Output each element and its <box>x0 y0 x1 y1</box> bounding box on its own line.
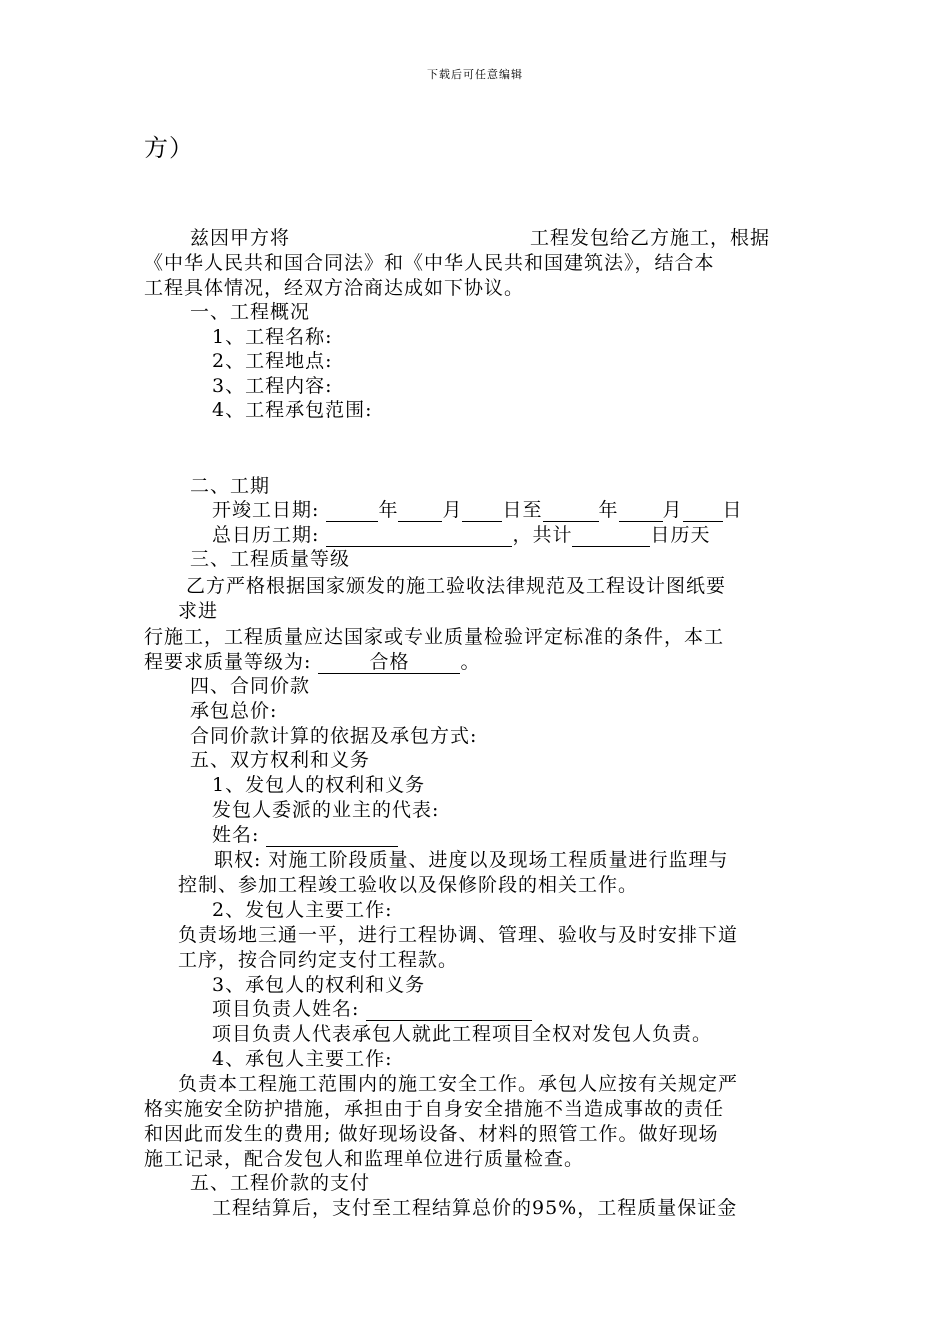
start-day-blank <box>462 501 502 522</box>
section-2-heading: 二、工期 <box>190 475 271 497</box>
employer-duties-heading: 2、发包人主要工作: <box>212 899 393 921</box>
section-3-heading: 三、工程质量等级 <box>190 548 351 570</box>
section-4-heading: 四、合同价款 <box>190 675 311 697</box>
quality-grade-value: 合格 <box>318 651 460 674</box>
name-blank <box>266 826 398 847</box>
schedule-dates-label: 开竣工日期: <box>212 499 320 521</box>
quality-line-2: 求进 <box>178 600 219 622</box>
calendar-days-label: 日历天 <box>650 524 711 546</box>
total-count-label: ，共计 <box>512 524 573 546</box>
authority-line-1: 职权: 对施工阶段质量、进度以及现场工程质量进行监理与 <box>214 849 729 871</box>
end-year-blank <box>543 501 599 522</box>
start-month-blank <box>398 501 442 522</box>
project-content-label: 3、工程内容: <box>212 375 333 397</box>
contractor-duties-line-4: 施工记录，配合发包人和监理单位进行质量检查。 <box>144 1148 585 1170</box>
payment-section-heading: 五、工程价款的支付 <box>190 1172 371 1194</box>
month-label-2: 月 <box>662 499 683 521</box>
total-duration-line <box>212 523 710 547</box>
total-days-blank <box>572 526 650 547</box>
intro-line-3: 工程具体情况，经双方洽商达成如下协议。 <box>144 277 525 299</box>
employer-duties-line-2: 工序，按合同约定支付工程款。 <box>178 949 459 971</box>
project-location-label: 2、工程地点: <box>212 350 333 372</box>
total-duration-label: 总日历工期: <box>212 524 320 546</box>
quality-line-3: 行施工，工程质量应达国家或专业质量检验评定标准的条件，本工 <box>144 626 725 648</box>
total-duration-blank <box>326 526 512 547</box>
schedule-dates-line <box>212 498 743 522</box>
quality-line-1: 乙方严格根据国家颁发的施工验收法律规范及工程设计图纸要 <box>186 575 727 597</box>
intro-line-1-end: 工程发包给乙方施工，根据 <box>530 227 771 249</box>
project-name-label: 1、工程名称: <box>212 326 333 348</box>
contractor-duties-line-1: 负责本工程施工范围内的施工安全工作。承包人应按有关规定严 <box>178 1073 739 1095</box>
intro-line-1-start: 兹因甲方将 <box>190 227 291 249</box>
section-5-heading: 五、双方权利和义务 <box>190 749 371 771</box>
project-manager-label: 项目负责人姓名: <box>212 998 360 1020</box>
authority-line-2: 控制、参加工程竣工验收以及保修阶段的相关工作。 <box>178 874 639 896</box>
employer-rights-heading: 1、发包人的权利和义务 <box>212 774 426 796</box>
quality-grade-label: 程要求质量等级为: <box>144 651 312 673</box>
project-manager-blank <box>366 1000 532 1021</box>
end-month-blank <box>619 501 663 522</box>
day-to-label: 日至 <box>502 499 543 521</box>
quality-line-4 <box>144 650 480 674</box>
total-price-label: 承包总价: <box>190 700 278 722</box>
section-1-heading: 一、工程概况 <box>190 301 311 323</box>
year-label-1: 年 <box>378 499 399 521</box>
price-basis-label: 合同价款计算的依据及承包方式: <box>190 725 478 747</box>
page-header: 下载后可任意编辑 <box>427 68 523 81</box>
intro-line-2: 《中华人民共和国合同法》和《中华人民共和国建筑法》，结合本 <box>144 252 715 274</box>
year-label-2: 年 <box>598 499 619 521</box>
employer-duties-line-1: 负责场地三通一平，进行工程协调、管理、验收与及时安排下道 <box>178 924 739 946</box>
project-scope-label: 4、工程承包范围: <box>212 399 373 421</box>
owner-representative-label: 发包人委派的业主的代表: <box>212 799 440 821</box>
top-fragment: 方） <box>144 134 194 162</box>
payment-line-1: 工程结算后，支付至工程结算总价的95%，工程质量保证金 <box>212 1197 738 1219</box>
start-year-blank <box>326 501 378 522</box>
period: 。 <box>460 651 481 673</box>
contractor-duties-line-3: 和因此而发生的费用; 做好现场设备、材料的照管工作。做好现场 <box>144 1123 719 1145</box>
day-label-2: 日 <box>722 499 743 521</box>
project-manager-line <box>212 997 532 1021</box>
contractor-duties-heading: 4、承包人主要工作: <box>212 1048 393 1070</box>
name-line <box>212 823 398 847</box>
month-label-1: 月 <box>442 499 463 521</box>
contractor-duties-line-2: 格实施安全防护措施，承担由于自身安全措施不当造成事故的责任 <box>144 1098 725 1120</box>
project-manager-statement: 项目负责人代表承包人就此工程项目全权对发包人负责。 <box>212 1023 713 1045</box>
name-label: 姓名: <box>212 824 260 846</box>
end-day-blank <box>683 501 723 522</box>
contractor-rights-heading: 3、承包人的权利和义务 <box>212 974 426 996</box>
